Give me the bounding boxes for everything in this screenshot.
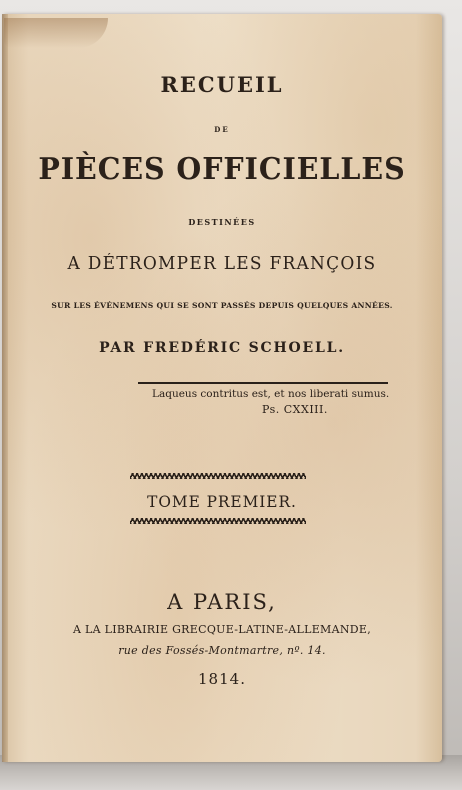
subtitle: A DÉTROMPER LES FRANÇOIS [67,254,377,274]
volume-label: TOME PREMIER. [147,492,297,511]
main-title: PIÈCES OFFICIELLES [38,152,406,187]
title-destinees: DESTINÉES [188,217,256,227]
epigraph-quote: Laqueus contritus est, et nos liberati sumus. [152,388,390,400]
imprint-city: A PARIS, [167,590,277,614]
ornamental-rule-bottom [130,518,306,524]
title-page [2,14,442,762]
epigraph-reference: Ps. CXXIII. [262,403,328,416]
epigraph-rule [138,382,388,384]
paper-stain [4,18,108,48]
title-connector-de: DE [214,125,230,134]
author-line: PAR FREDÉRIC SCHOELL. [99,340,345,356]
title-line-recueil: RECUEIL [160,72,284,97]
ornamental-rule-top [130,473,306,479]
imprint-year: 1814. [198,670,246,688]
imprint-publisher: A LA LIBRAIRIE GRECQUE-LATINE-ALLEMANDE, [72,623,372,636]
subtitle-events-line: SUR LES ÉVÉNEMENS QUI SE SONT PASSÉS DEPUIS QUELQUES ANNÉES. [51,301,393,310]
imprint-address: rue des Fossés-Montmartre, nº. 14. [118,644,326,657]
